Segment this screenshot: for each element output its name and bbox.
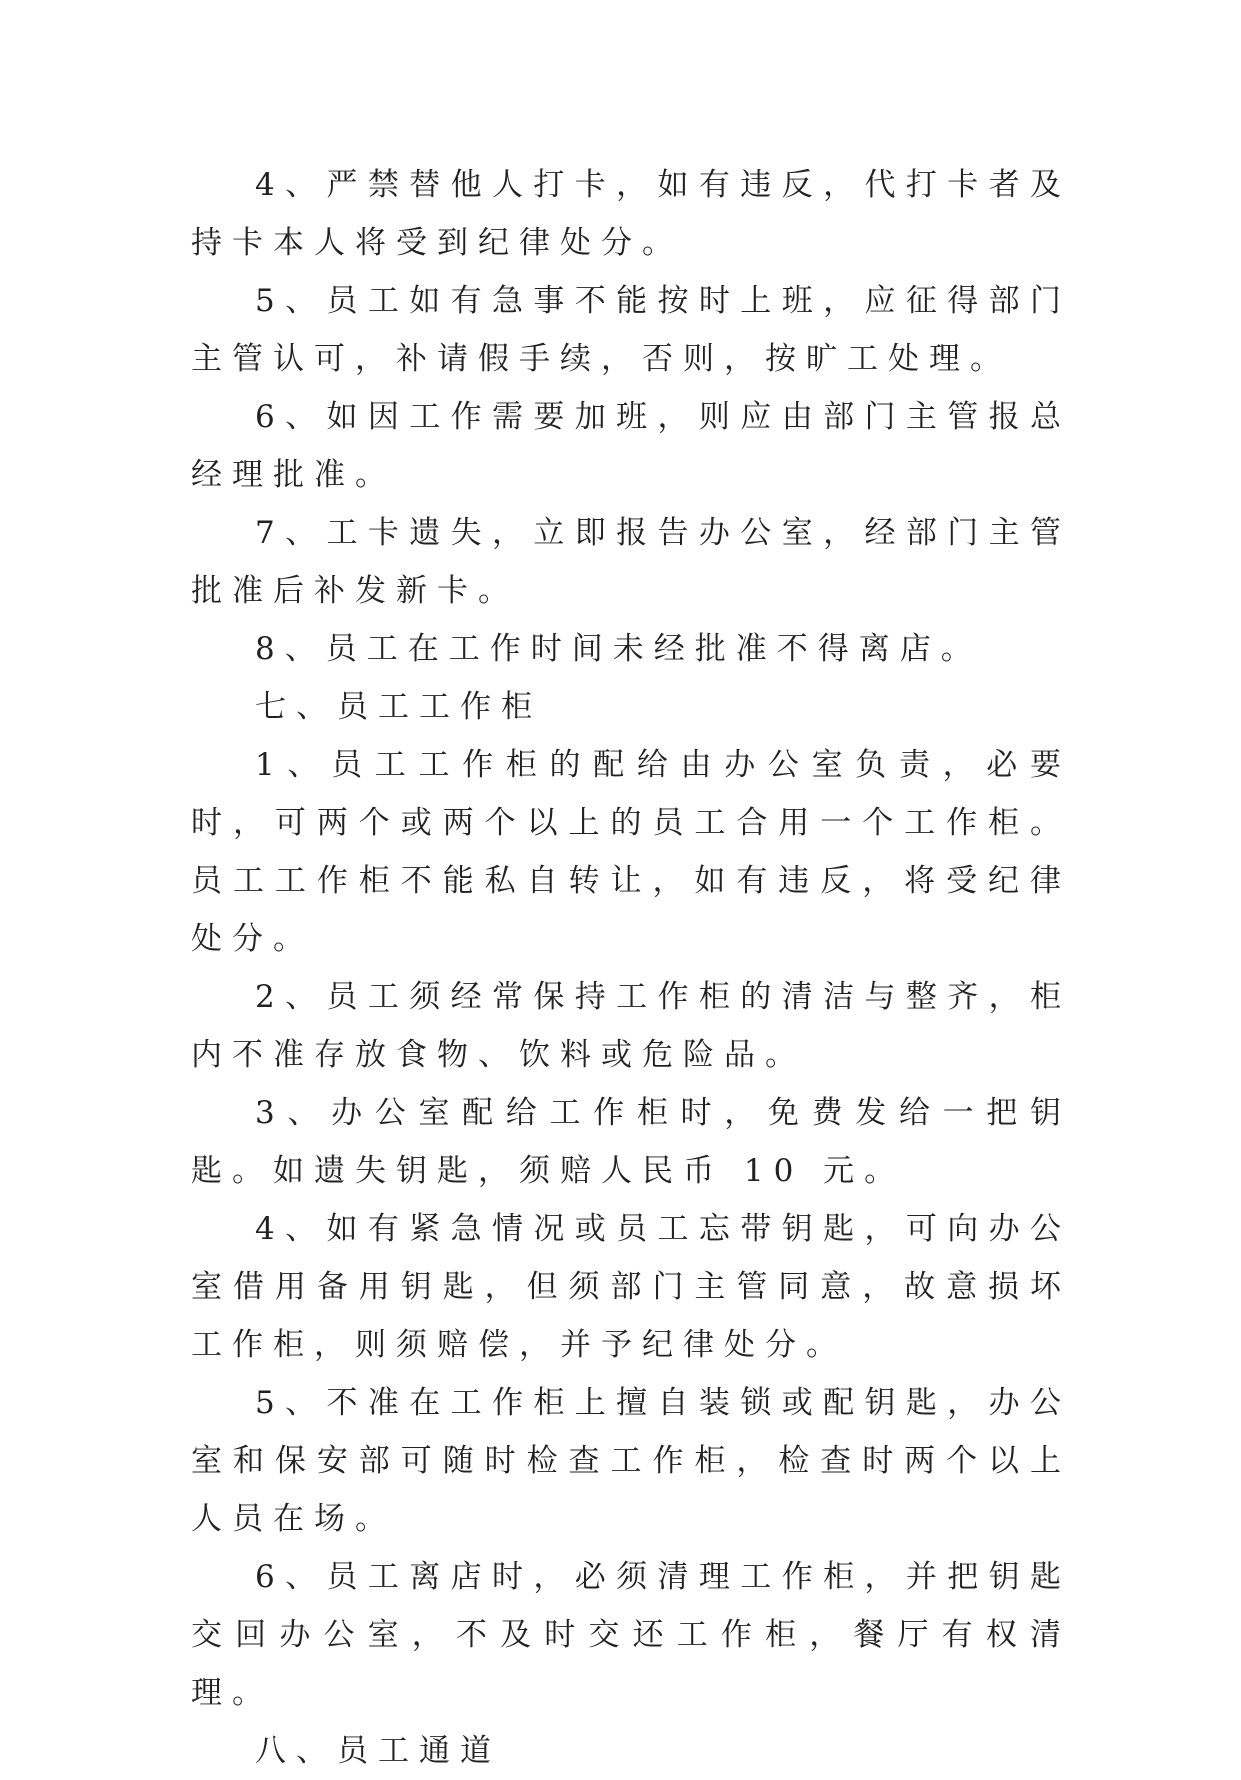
paragraph-rule-6-overtime: 6、如因工作需要加班，则应由部门主管报总经理批准。 bbox=[191, 399, 1071, 493]
paragraph-locker-rule-4: 4、如有紧急情况或员工忘带钥匙，可向办公室借用备用钥匙，但须部门主管同意，故意损坏工作柜，则须赔偿，并予纪律处分。 bbox=[191, 1211, 1071, 1363]
paragraph-locker-rule-1: 1、员工工作柜的配给由办公室负责，必要时，可两个或两个以上的员工合用一个工作柜。员工工作柜不能私自转让，如有违反，将受纪律处分。 bbox=[191, 747, 1071, 957]
paragraph-rule-7-lost-card: 7、工卡遗失，立即报告办公室，经部门主管批准后补发新卡。 bbox=[191, 515, 1071, 609]
document-body bbox=[191, 156, 1071, 1780]
paragraph-rule-5-late-arrival: 5、员工如有急事不能按时上班，应征得部门主管认可，补请假手续，否则，按旷工处理。 bbox=[191, 283, 1071, 377]
paragraph-locker-rule-5: 5、不准在工作柜上擅自装锁或配钥匙，办公室和保安部可随时检查工作柜，检查时两个以上人员在场。 bbox=[191, 1385, 1071, 1537]
paragraph-rule-8-leaving-premises: 8、员工在工作时间未经批准不得离店。 bbox=[255, 631, 982, 667]
paragraph-rule-4-card-punching: 4、严禁替他人打卡，如有违反，代打卡者及持卡本人将受到纪律处分。 bbox=[191, 167, 1071, 261]
section-heading-lockers: 七、员工工作柜 bbox=[255, 689, 542, 725]
section-heading-staff-passage: 八、员工通道 bbox=[255, 1733, 501, 1769]
paragraph-locker-rule-6: 6、员工离店时，必须清理工作柜，并把钥匙交回办公室，不及时交还工作柜，餐厅有权清理。 bbox=[191, 1559, 1071, 1711]
paragraph-locker-rule-3: 3、办公室配给工作柜时，免费发给一把钥匙。如遗失钥匙，须赔人民币 10 元。 bbox=[191, 1095, 1071, 1189]
paragraph-locker-rule-2: 2、员工须经常保持工作柜的清洁与整齐，柜内不准存放食物、饮料或危险品。 bbox=[191, 979, 1071, 1073]
